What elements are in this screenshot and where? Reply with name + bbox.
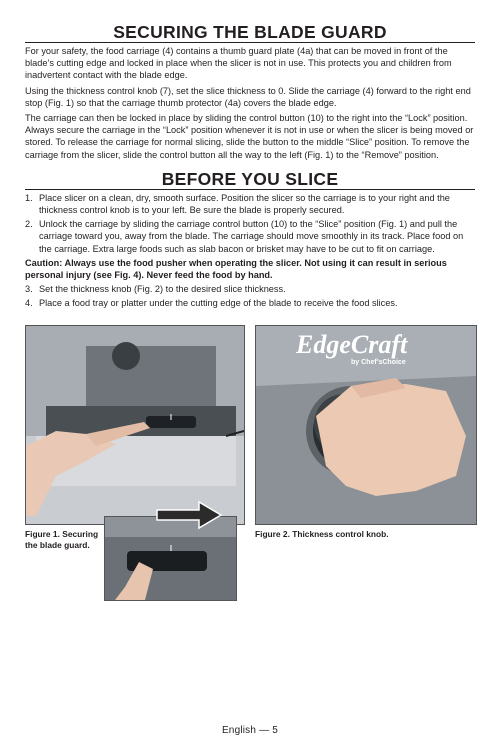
page-footer: English — 5 bbox=[221, 725, 279, 736]
caution-text: Caution: Always use the food pusher when operating the slicer. Not using it can result in serious personal injury (see Fig. 4). Never feed the food by hand. bbox=[25, 257, 447, 281]
paragraph: For your safety, the food carriage (4) contains a thumb guard plate (4a) that can be moved in front of the blade’s cutting edge and locked in place when the slicer is not in use. This protects you and children from inadvertent contact with the blade edge. bbox=[25, 46, 452, 81]
page-content bbox=[25, 0, 475, 312]
figure1-photo bbox=[25, 325, 245, 525]
steps-list bbox=[25, 192, 475, 255]
figure1-caption: Figure 1. Securing the blade guard. bbox=[25, 529, 99, 550]
step-text: Place slicer on a clean, dry, smooth surface. Position the slicer so the carriage is to your right and the thickness control knob is to your left. Be sure the blade is properly secured. bbox=[39, 192, 450, 216]
figure2-photo bbox=[255, 325, 477, 525]
title-rule bbox=[25, 189, 475, 190]
section-title-before-you-slice: BEFORE YOU SLICE bbox=[161, 168, 339, 189]
paragraph: The carriage can then be locked in place by sliding the control button (10) to the right into the “Lock” position. Always secure the carriage in the “Lock” position whenever it is not in use or when the slicer is being moved or stored. To release the carriage for normal slicing, slide the button to the middle “Slice” position. To remove the carriage from the slicer, slide the control button all the way to the left (Fig. 1) to the “Remove” position. bbox=[25, 113, 474, 160]
brand-logo: EdgeCraft bbox=[296, 330, 408, 359]
list-item bbox=[25, 192, 475, 216]
right-arrow-icon bbox=[155, 500, 225, 530]
figure2-caption: Figure 2. Thickness control knob. bbox=[255, 529, 389, 539]
brand-sublabel: by Chef’sChoice bbox=[351, 359, 406, 366]
step-number: 1. bbox=[25, 192, 33, 203]
section-title-blade-guard: SECURING THE BLADE GUARD bbox=[113, 22, 387, 42]
list-item bbox=[25, 297, 475, 309]
title-rule bbox=[25, 42, 475, 43]
step-text: Place a food tray or platter under the cutting edge of the blade to receive the food slices. bbox=[39, 298, 398, 309]
step-text: Set the thickness knob (Fig. 2) to the desired slice thickness. bbox=[39, 284, 286, 295]
step-number: 3. bbox=[25, 284, 33, 295]
step-number: 4. bbox=[25, 298, 33, 309]
list-item bbox=[25, 218, 475, 255]
paragraph: Using the thickness control knob (7), set the slice thickness to 0. Slide the carriage (4) forward to the right end stop (Fig. 1) so that the carriage thumb protector (4a) covers the blade edge. bbox=[25, 85, 471, 108]
slicer-carriage-illustration bbox=[26, 326, 244, 524]
step-number: 2. bbox=[25, 219, 33, 230]
list-item bbox=[25, 283, 475, 295]
step-text: Unlock the carriage by sliding the carriage control button (10) to the “Slice” position (Fig. 1) and pull the carriage toward you, away from the blade. The carriage should move smoothly in its track. Place food on the carriage. Extra large foods such as slab bacon or brisket may have to be cut to fit on carriage. bbox=[39, 219, 464, 254]
steps-list bbox=[25, 283, 475, 309]
